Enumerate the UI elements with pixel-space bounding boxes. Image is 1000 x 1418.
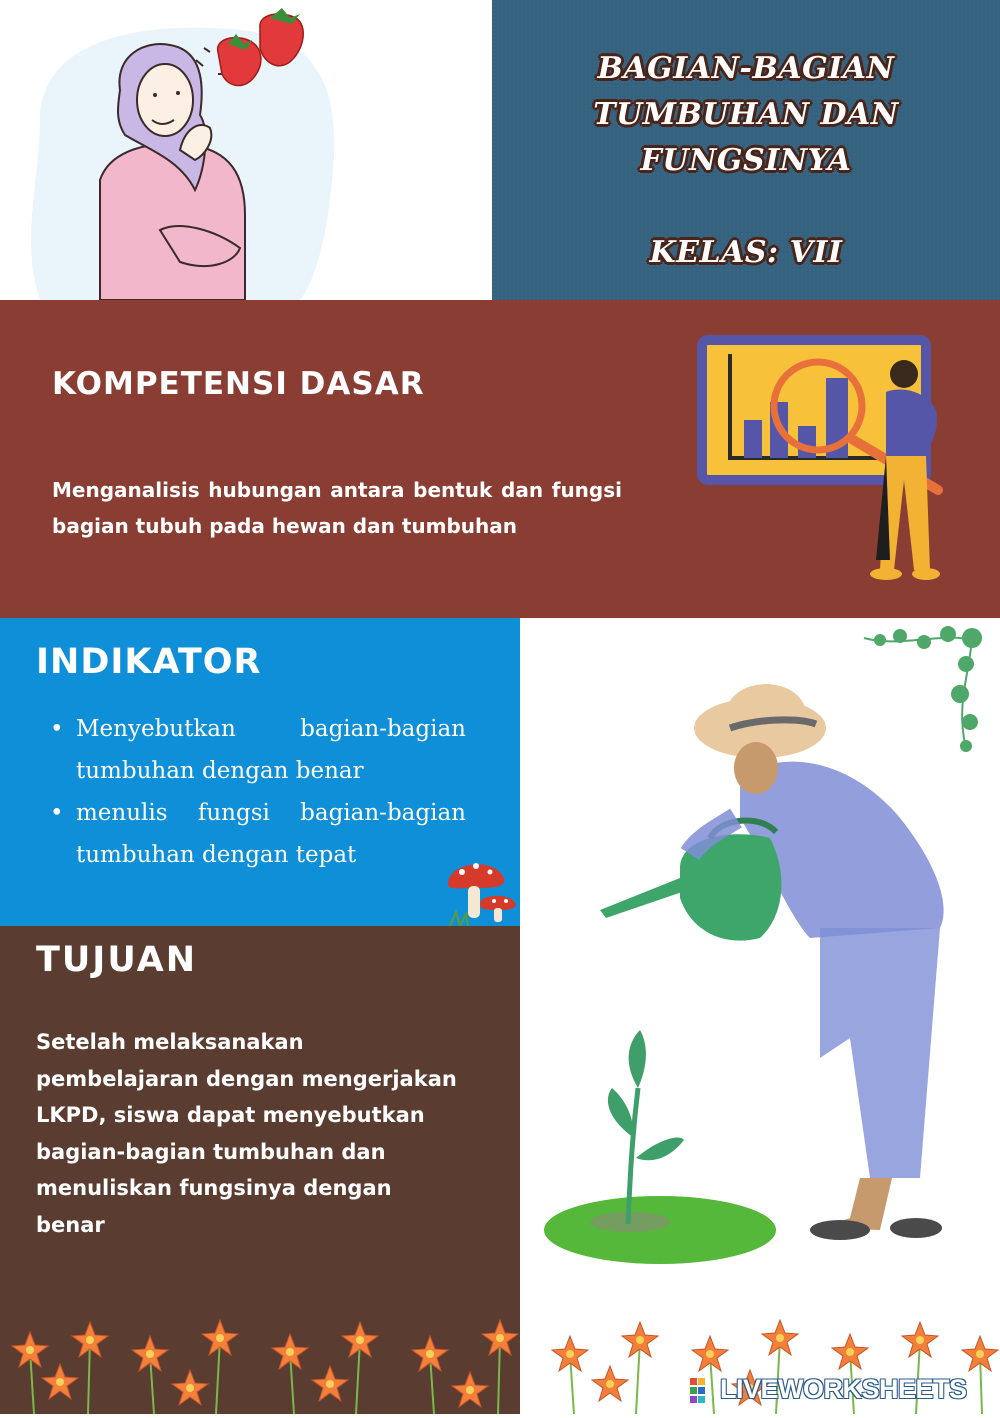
worksheet-title [492,46,1000,184]
tujuan-heading: TUJUAN [36,940,198,980]
liveworksheets-logo-icon [690,1378,714,1404]
liveworksheets-text: LIVEWORKSHEETS [720,1374,967,1404]
indikator-heading: INDIKATOR [36,642,262,682]
title-line-1: BAGIAN-BAGIAN [597,51,895,86]
class-label: KELAS: VII [649,235,843,270]
gardener-watering-illustration [520,618,1000,1414]
title-line-2: TUMBUHAN DAN [593,97,899,132]
thinking-woman-illustration [0,0,492,300]
title-line-3: FUNGSINYA [640,143,852,178]
list-item: • Menyebutkan bagian-bagian tumbuhan dengan benar [50,716,466,784]
kompetensi-heading: KOMPETENSI DASAR [52,366,425,402]
clover-vine-icon [864,626,982,752]
indikator-item-2: menulis fungsi bagian-bagian tumbuhan dengan tepat [76,800,466,868]
tujuan-text: Setelah melaksanakan pembelajaran dengan mengerjakan LKPD, siswa dapat menyebutkan bagian-bagian tumbuhan dan menuliskan fungsinya dengan benar [36,1030,457,1237]
indikator-item-1: Menyebutkan bagian-bagian tumbuhan dengan benar [76,716,466,784]
list-item: • menulis fungsi bagian-bagian tumbuhan dengan tepat [50,800,466,868]
indikator-list [36,708,466,876]
header-illustration-area [0,0,492,300]
kompetensi-section [0,300,1000,618]
chart-presenter-illustration [690,330,960,590]
gardener-area [520,618,1000,1414]
kompetensi-text: Menganalisis hubungan antara bentuk dan fungsi bagian tubuh pada hewan dan tumbuhan [52,478,622,538]
